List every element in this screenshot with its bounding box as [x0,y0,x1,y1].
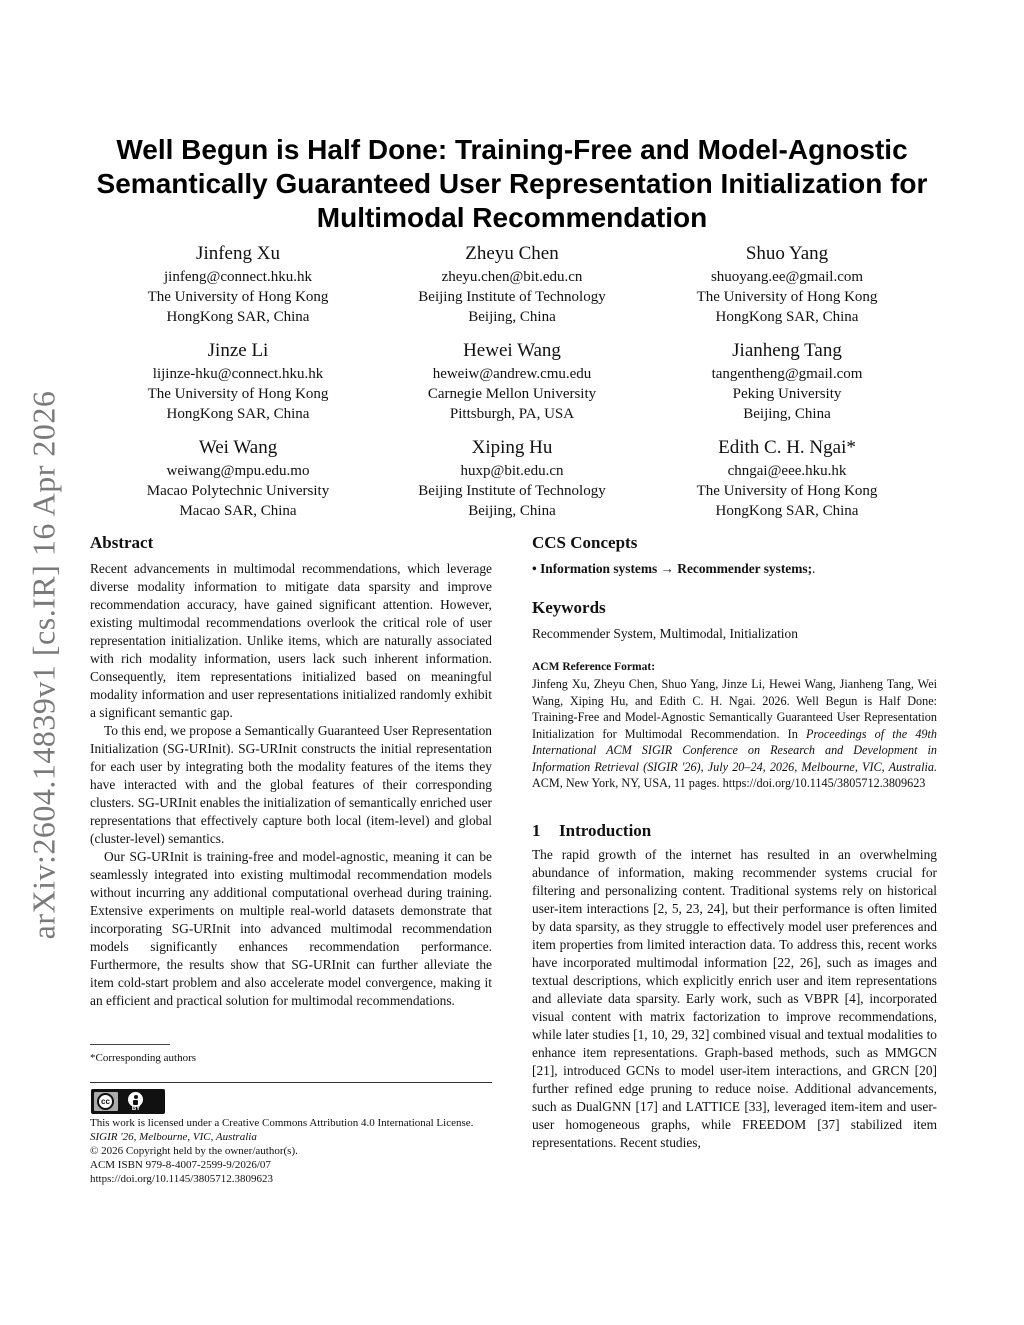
doi-link[interactable]: https://doi.org/10.1145/3805712.3809623 [90,1173,274,1185]
isbn-line: ACM ISBN 979-8-4007-2599-9/2026/07 [90,1159,271,1171]
author-affiliation: The University of Hong Kong [147,386,329,402]
keywords-text: Recommender System, Multimodal, Initialization [532,626,798,641]
author-location: Beijing, China [743,406,831,422]
person-torso-shape [133,1100,138,1105]
acm-reference-venue: Proceedings of the 49th International ACM SIGIR Conference on Research and Development in Information Retrieval (SIGIR '26), July 20–24, 2026, Melbourne, VIC, Australia. [532,726,937,774]
author-name: Shuo Yang [745,243,829,264]
ccs-concept-text: Information systems → Recommender systems; [540,561,813,576]
title-line-1: Well Begun is Half Done: Training-Free and Model-Agnostic [116,134,908,165]
arxiv-identifier[interactable]: arXiv:2604.14839v1 [cs.IR] 16 Apr 2026 [25,390,62,940]
acm-reference-authors: Jinfeng Xu, Zheyu Chen, Shuo Yang, Jinze Li, Hewei Wang, Jianheng Tang, Wei Wang, Xiping Hu, and Edith C. H. Ngai. 2026. Well Begun is Half Done: Training-Free and Model-Agnostic Semantically Guaranteed User Representation Initialization for Multimodal Recommendation. In [532,677,937,741]
author-location: HongKong SAR, China [166,406,310,422]
author-block [637,243,937,327]
section-number: 1 [532,820,541,840]
author-block [637,340,937,424]
author-affiliation: The University of Hong Kong [147,289,329,305]
abstract-paragraph-1: Recent advancements in multimodal recommendations, which leverage diverse modality information to mitigate data sparsity and improve recommendation accuracy, have gained significant attention. However, existing multimodal recommendations overlook the critical role of user representation initialization. Unlike items, which are naturally associated with rich modality information, users lack such inherent information. Consequently, item representations initialized based on meaningful modality information and user representations initialized randomly exhibit a significant semantic gap. [90,561,492,720]
introduction-paragraph: The rapid growth of the internet has resulted in an overwhelming abundance of information, making recommender systems crucial for filtering and personalizing content. Traditional systems rely on historical user-item interactions [2, 5, 23, 24], but their performance is often limited by data sparsity, as they struggle to effectively model user preferences and item properties from limited interaction data. To address this, recent works have incorporated multimodal information [22, 26], such as images and textual descriptions, which explicitly enrich user and item representations and alleviate data sparsity. Early work, such as VBPR [4], incorporated visual content with matrix factorization to improve recommendations, while later studies [1, 10, 29, 32] combined visual and textual modalities to enhance item representations. Graph-based methods, such as MMGCN [21], introduced GCNs to model user-item interactions, and GRCN [20] further refined edge pruning to reduce noise. Additional advancements, such as DualGNN [17] and LATTICE [33], leveraged item-item and user-user homogeneous graphs, while FREEDOM [37] stabilized item representations. Recent studies, [532,846,937,1150]
acm-reference-publisher: ACM, New York, NY, USA, 11 pages. https://doi.org/10.1145/3805712.3809623 [532,776,926,790]
cc-icon: cc [97,1093,114,1110]
author-name: Jinfeng Xu [196,243,280,264]
author-email[interactable]: tangentheng@gmail.com [711,366,863,382]
author-name: Edith C. H. Ngai* [718,437,856,458]
author-location: HongKong SAR, China [715,503,859,519]
by-label: BY [131,1106,141,1112]
attribution-person-icon [128,1092,143,1107]
corresponding-author-footnote: *Corresponding authors [90,1052,197,1064]
cc-icon-panel [94,1092,118,1111]
author-location: Beijing, China [468,309,556,325]
title-line-3: Multimodal Recommendation [316,202,708,233]
author-email[interactable]: heweiw@andrew.cmu.edu [432,366,592,382]
author-block [362,437,662,521]
license-block [90,1116,500,1186]
abstract-heading: Abstract [90,533,154,552]
author-affiliation: Beijing Institute of Technology [418,289,606,305]
author-block [88,340,388,424]
ccs-period: . [812,561,816,576]
title-line-2: Semantically Guaranteed User Representation Initialization for [96,168,928,199]
author-affiliation: Carnegie Mellon University [427,386,597,402]
author-email[interactable]: shuoyang.ee@gmail.com [710,269,864,285]
author-affiliation: The University of Hong Kong [696,289,878,305]
author-location: HongKong SAR, China [166,309,310,325]
person-head-shape [134,1095,138,1099]
paper-title [60,133,964,235]
ccs-concepts-heading: CCS Concepts [532,533,638,552]
author-block [362,243,662,327]
author-location: Pittsburgh, PA, USA [449,406,575,422]
author-block [637,437,937,521]
author-name: Zheyu Chen [465,243,559,264]
abstract-paragraph-3: Our SG-URInit is training-free and model-agnostic, meaning it can be seamlessly integrated into existing multimodal recommendation models without incurring any additional computational overhead during training. Extensive experiments on multiple real-world datasets demonstrate that incorporating SG-URInit into advanced multimodal recommendation models significantly enhances recommendation performance. Furthermore, the results show that SG-URInit can further alleviate the item cold-start problem and also accelerate model convergence, making it an efficient and practical solution for multimodal recommendations. [90,849,492,1008]
author-block [88,437,388,521]
author-name: Wei Wang [198,437,278,458]
footnote-divider [90,1044,170,1045]
author-name: Jianheng Tang [732,340,842,361]
author-email[interactable]: zheyu.chen@bit.edu.cn [441,269,583,285]
author-block [362,340,662,424]
acm-reference-text [532,676,937,792]
author-name: Xiping Hu [471,437,553,458]
author-email[interactable]: huxp@bit.edu.cn [460,463,564,479]
author-email[interactable]: lijinze-hku@connect.hku.hk [152,366,324,382]
author-affiliation: Beijing Institute of Technology [418,483,606,499]
ccs-bullet: • [532,561,537,576]
author-affiliation: Peking University [732,386,842,402]
author-block [88,243,388,327]
introduction-heading [532,820,937,842]
author-email[interactable]: jinfeng@connect.hku.hk [164,269,312,285]
creative-commons-by-icon[interactable] [91,1089,165,1114]
keywords-heading: Keywords [532,598,606,617]
author-email[interactable]: weiwang@mpu.edu.mo [166,463,310,479]
license-statement: This work is licensed under a Creative Commons Attribution 4.0 International License. [90,1117,474,1129]
section-title: Introduction [559,820,652,840]
license-divider [90,1082,492,1083]
ccs-concept-item [532,560,937,578]
copyright-line: © 2026 Copyright held by the owner/author(s). [90,1145,298,1157]
author-name: Hewei Wang [463,340,561,361]
author-name: Jinze Li [207,340,269,361]
left-column [90,532,492,1010]
author-location: HongKong SAR, China [715,309,859,325]
author-location: Macao SAR, China [179,503,297,519]
author-email[interactable]: chngai@eee.hku.hk [727,463,847,479]
right-column [532,532,937,1152]
acm-reference-heading: ACM Reference Format: [532,661,656,673]
conference-venue: SIGIR '26, Melbourne, VIC, Australia [90,1131,257,1143]
abstract-paragraph-2: To this end, we propose a Semantically Guaranteed User Representation Initialization (SG-URInit). SG-URInit constructs the initial representation for each user by integrating both the modality features of the items they have interacted with and the global features of their corresponding clusters. SG-URInit enables the initialization of semantically enriched user representations that effectively capture both local (item-level) and global (cluster-level) semantics. [90,723,492,846]
author-affiliation: The University of Hong Kong [696,483,878,499]
author-affiliation: Macao Polytechnic University [146,483,330,499]
author-location: Beijing, China [468,503,556,519]
